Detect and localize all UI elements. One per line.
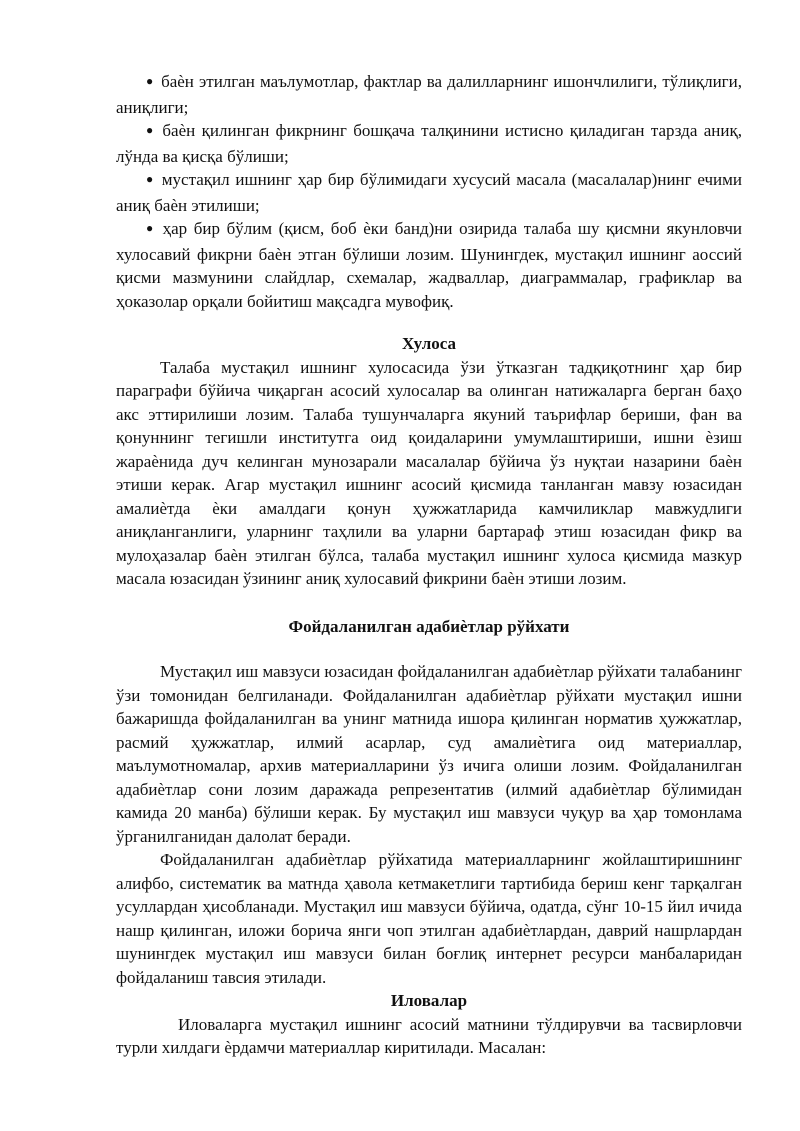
bullet-icon: ● [146,74,155,88]
appendices-paragraph: Иловаларга мустақил ишнинг асосий матнини тўлдирувчи ва тасвирловчи турли хилдаги ѐрдамчи материаллар киритилади. Масалан: [116,1014,742,1057]
document-page [116,70,742,1060]
references-paragraph-2: Фойдаланилган адабиѐтлар рўйхатида материалларнинг жойлаштиришнинг алифбо, систематик ва матнда ҳавола кетмакетлиги тартибида бериш кенг тарқалган усуллардан ҳисобланади. Мустақил иш мавзуси бўйича, одатда, сўнг 10-15 йил ичида нашр қилинган, иложи борича янги чоп этилган адабиѐтлардан, даврий нашрлардан шунингдек мустақил иш мавзуси билан боғлиқ интернет ресурси манбаларидан фойдаланиш тавсия этилади. [116,850,742,987]
list-item: ● мустақил ишнинг ҳар бир бўлимидаги хусусий масала (масалалар)нинг ечими аниқ баѐн этилиши; [116,170,743,215]
list-item: ● ҳар бир бўлим (қисм, боб ѐки банд)ни озирида талаба шу қисмни якунловчи хулосавий фикрни баѐн этган бўлиши лозим. Шунингдек, мустақил ишнинг аоссий қисми мазмунини слайдлар, схемалар, жадваллар, диаграммалар, графиклар ва ҳоказолар орқали бойитиш мақсадга мувофиқ. [116,219,743,311]
references-heading: Фойдаланилган адабиѐтлар рўйхати [288,616,570,636]
bullet-icon: ● [146,221,156,235]
bullet-icon: ● [146,123,156,137]
list-item: ● баѐн қилинган фикрнинг бошқача талқинини истисно қиладиган тарзда аниқ, лўнда ва қисқа бўлиши; [116,121,743,166]
bullet-icon: ● [146,172,155,186]
conclusion-paragraph: Талаба мустақил ишнинг хулосасида ўзи ўтказган тадқиқотнинг ҳар бир параграфи бўйича чиқарган асосий хулосалар ва олинган натижаларга берган баҳо акс эттирилиши лозим. Талаба тушунчаларга якуний таърифлар бериши, фан ва қонуннинг тегишли институтга оид қоидаларини умумлаштириши, ишни ѐзиш жараѐнида дуч келинган мунозарали масалалар бўйича ўз нуқтаи назарини баѐн этиши керак. Агар мустақил ишнинг асосий қисмида танланган мавзу юзасидан амалиѐтда ѐки амалдаги қонун ҳужжатларида камчиликлар мавжудлиги аниқланганлиги, уларнинг таҳлили ва уларни бартараф этиш юзасидан фикр ва мулоҳазалар баѐн этилган бўлса, талаба мустақил ишнинг хулоса қисмида мазкур масала юзасидан ўзининг аниқ хулосавий фикрини баѐн этиши лозим. [116,357,742,588]
conclusion-heading: Хулоса [402,334,456,353]
appendices-heading: Иловалар [390,991,468,1010]
references-paragraph-1: Мустақил иш мавзуси юзасидан фойдаланилган адабиѐтлар рўйхати талабанинг ўзи томонидан белгиланади. Фойдаланилган адабиѐтлар рўйхати мустақил ишни бажаришда фойдаланилган ва унинг матнида ишора қилинган норматив ҳужжатлар, расмий ҳужжатлар, илмий асарлар, суд амалиѐтига оид материаллар, маълумотномалар, архив материалларини ўз ичига олиши лозим. Фойдаланилган адабиѐтлар сони лозим даражада репрезентатив (илмий адабиѐтлар бўлимидан камида 20 манба) бўлиши керак. Бу мустақил иш мавзуси чуқур ва ҳар томонлама ўрганилганидан далолат беради. [116,662,742,846]
list-item: ● баѐн этилган маълумотлар, фактлар ва далилларнинг ишончлилиги, тўлиқлиги, аниқлиги; [116,72,742,117]
